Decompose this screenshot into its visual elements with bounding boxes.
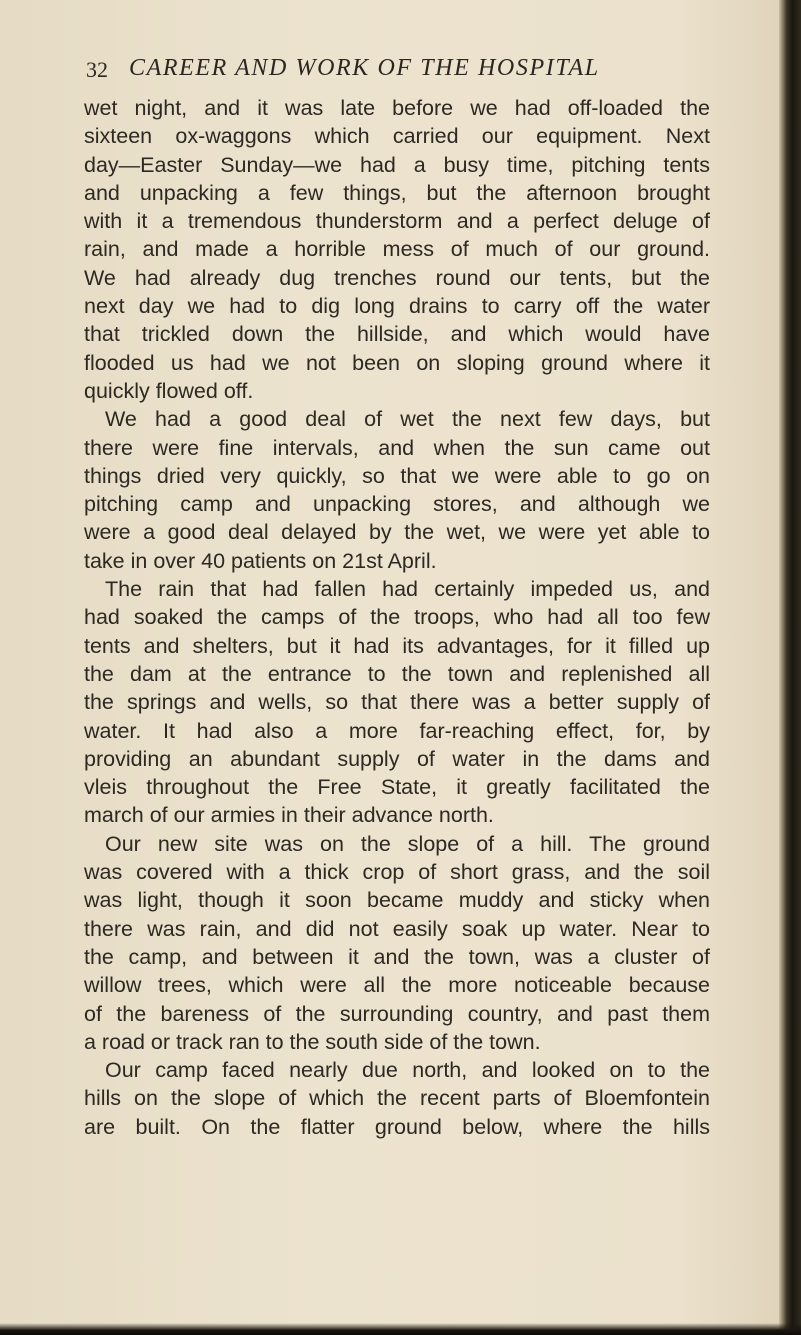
text-line: We had already dug trenches round our tents, but the bbox=[84, 265, 710, 290]
text-line: water. It had also a more far-reaching effect, for, by bbox=[84, 718, 710, 743]
text-line: was light, though it soon became muddy and sticky when bbox=[84, 888, 710, 913]
text-line: day—Easter Sunday—we had a busy time, pitching tents bbox=[84, 152, 710, 177]
text-line: next day we had to dig long drains to carry off the water bbox=[84, 294, 710, 319]
text-line: the camp, and between it and the town, was a cluster of bbox=[84, 944, 710, 969]
text-line: We had a good deal of wet the next few days, but bbox=[105, 407, 710, 432]
text-line: the springs and wells, so that there was a better supply of bbox=[84, 690, 710, 715]
text-line: of the bareness of the surrounding country, and past them bbox=[84, 1001, 710, 1026]
text-line: rain, and made a horrible mess of much of our ground. bbox=[84, 237, 710, 262]
text-line: providing an abundant supply of water in the dams and bbox=[84, 746, 710, 771]
page-bottom-shadow bbox=[0, 1323, 801, 1335]
text-line: Our new site was on the slope of a hill. The ground bbox=[105, 831, 710, 856]
text-line: there was rain, and did not easily soak up water. Near to bbox=[84, 916, 710, 941]
text-line: the dam at the entrance to the town and replenished all bbox=[84, 661, 710, 686]
page-number: 32 bbox=[86, 57, 108, 82]
text-line: hills on the slope of which the recent parts of Bloemfontein bbox=[84, 1086, 710, 1111]
text-line: are built. On the flatter ground below, where the hills bbox=[84, 1114, 710, 1139]
body-text bbox=[84, 94, 710, 1141]
text-line: was covered with a thick crop of short grass, and the soil bbox=[84, 860, 710, 885]
text-line: sixteen ox-waggons which carried our equipment. Next bbox=[84, 124, 710, 149]
text-line: a road or track ran to the south side of the town. bbox=[84, 1029, 541, 1054]
text-line: pitching camp and unpacking stores, and although we bbox=[84, 492, 710, 517]
text-line: and unpacking a few things, but the afternoon brought bbox=[84, 180, 710, 205]
text-line: with it a tremendous thunderstorm and a perfect deluge of bbox=[84, 209, 710, 234]
text-line: take in over 40 patients on 21st April. bbox=[84, 548, 437, 573]
text-line: there were fine intervals, and when the sun came out bbox=[84, 435, 710, 460]
running-head: CAREER AND WORK OF THE HOSPITAL bbox=[129, 55, 600, 81]
text-line: The rain that had fallen had certainly impeded us, and bbox=[105, 577, 710, 602]
page-edge-binding bbox=[779, 0, 801, 1335]
text-line: vleis throughout the Free State, it greatly facilitated the bbox=[84, 775, 710, 800]
text-line: quickly flowed off. bbox=[84, 378, 254, 403]
text-line: tents and shelters, but it had its advantages, for it filled up bbox=[84, 633, 710, 658]
text-line: willow trees, which were all the more noticeable because bbox=[84, 973, 710, 998]
text-line: things dried very quickly, so that we were able to go on bbox=[84, 463, 710, 488]
page-header bbox=[74, 55, 714, 91]
text-line: march of our armies in their advance north. bbox=[84, 803, 494, 828]
text-line: wet night, and it was late before we had off-loaded the bbox=[84, 96, 710, 120]
text-line: had soaked the camps of the troops, who had all too few bbox=[84, 605, 710, 630]
text-line: that trickled down the hillside, and which would have bbox=[84, 322, 710, 347]
text-line: were a good deal delayed by the wet, we were yet able to bbox=[84, 520, 710, 545]
text-line: Our camp faced nearly due north, and looked on to the bbox=[105, 1058, 710, 1083]
text-line: flooded us had we not been on sloping ground where it bbox=[84, 350, 710, 375]
